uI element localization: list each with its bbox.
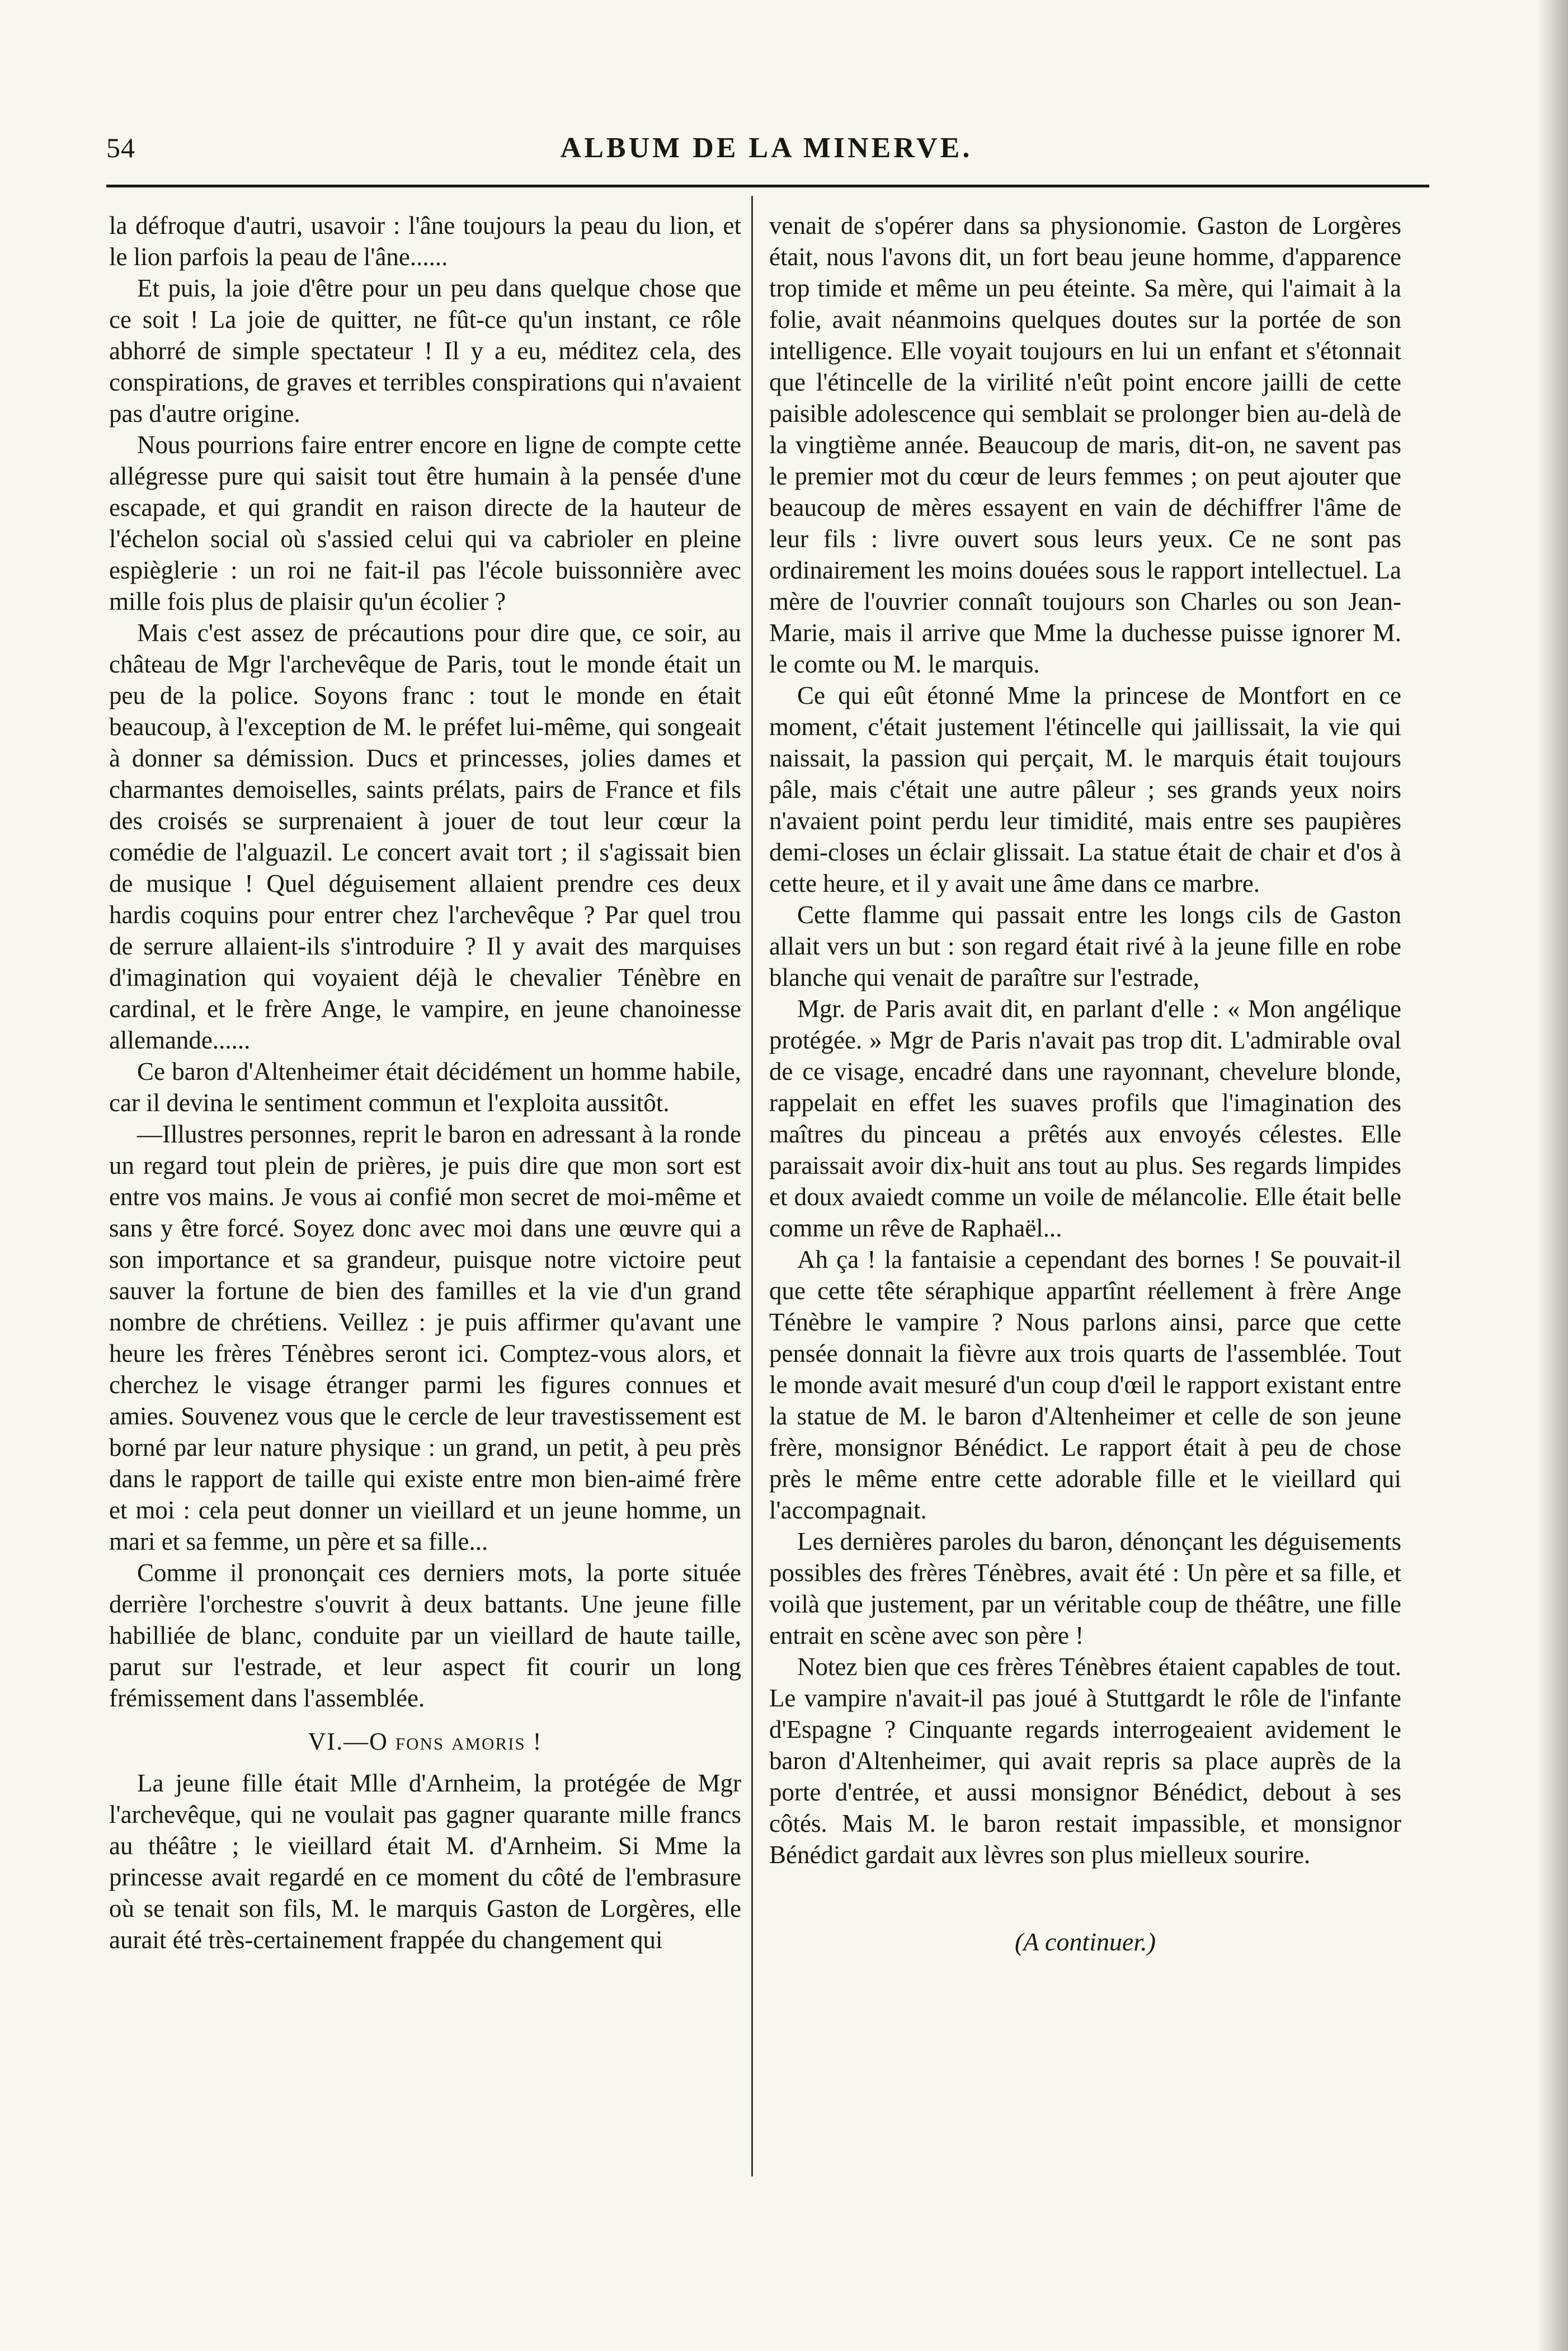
continuation-note: (A continuer.) [1014,1927,1156,1956]
paragraph: Notez bien que ces frères Ténèbres étaient capables de tout. Le vampire n'avait-il pas joué à Stuttgardt le rôle de l'infante d'Espagne ? Cinquante regards interrogeaient avidement le baron d'Altenheimer, qui avait repris sa place auprès de la porte d'entrée, et aussi monsignor Bénédict, debout à ses côtés. Mais M. le baron restait impassible, et monsignor Bénédict gardait aux lèvres son plus mielleux sourire. [769,1653,1401,1869]
paragraph: Nous pourrions faire entrer encore en ligne de compte cette allégresse pure qui saisit tout être humain à la pensée d'une escapade, et qui grandit en raison directe de la hauteur de l'échelon social où s'assied celui qui va cabrioler en pleine espièglerie : un roi ne fait-il pas l'école buissonnière avec mille fois plus de plaisir qu'un écolier ? [109,431,741,615]
left-column [109,210,741,1955]
paragraph: La jeune fille était Mlle d'Arnheim, la protégée de Mgr l'archevêque, qui ne voulait pas gagner quarante mille francs au théâtre ; le vieillard était M. d'Arnheim. Si Mme la princesse avait regardé en ce moment du côté de l'embrasure où se tenait son fils, M. le marquis Gaston de Lorgères, elle aurait été très-certainement frappée du changement qui [109,1769,741,1954]
paragraph: Ah ça ! la fantaisie a cependant des bornes ! Se pouvait-il que cette tête séraphique appartînt réellement à frère Ange Ténèbre le vampire ? Nous parlons ainsi, parce que cette pensée donnait la fièvre aux trois quarts de l'assemblée. Tout le monde avait mesuré d'un coup d'œil le rapport existant entre la statue de M. le baron d'Altenheimer et celle de son jeune frère, monsignor Bénédict. Le rapport était à peu de chose près le même entre cette adorable fille et le vieillard qui l'accompagnait. [769,1245,1401,1524]
header-rule [106,185,1429,187]
paragraph: Ce baron d'Altenheimer était décidément un homme habile, car il devina le sentiment commun et l'exploita aussitôt. [109,1057,741,1117]
page-header [106,131,1426,176]
page-number: 54 [106,132,135,163]
right-column [769,210,1401,1958]
running-title: ALBUM DE LA MINERVE. [560,132,973,164]
section-heading [109,1726,741,1757]
paragraph: Mgr. de Paris avait dit, en parlant d'elle : « Mon angélique protégée. » Mgr de Paris n'avait pas trop dit. L'admirable oval de ce visage, encadré dans une rayonnant, chevelure blonde, rappelait en effet les suaves profils que l'imagination des maîtres du pinceau a prêtés aux envoyés célestes. Elle paraissait avoir dix-huit ans tout au plus. Ses regards limpides et doux avaiedt comme un voile de mélancolie. Elle était belle comme un rêve de Raphaël... [769,995,1401,1242]
paragraph: Cette flamme qui passait entre les longs cils de Gaston allait vers un but : son regard était rivé à la jeune fille en robe blanche qui venait de paraître sur l'estrade, [769,901,1401,991]
column-divider [751,196,753,2176]
paragraph: Les dernières paroles du baron, dénonçant les déguisements possibles des frères Ténèbres, avait été : Un père et sa fille, et voilà que justement, par un véritable coup de théâtre, une fille entrait en scène avec son père ! [769,1527,1401,1649]
paragraph: Ce qui eût étonné Mme la princese de Montfort en ce moment, c'était justement l'étincelle qui jaillissait, la vie qui naissait, la passion qui perçait, M. le marquis était toujours pâle, mais c'était une autre pâleur ; ses grands yeux noirs n'avaient point perdu leur timidité, mais entre ses paupières demi-closes un éclair glissait. La statue était de chair et d'os à cette heure, et il y avait une âme dans ce marbre. [769,681,1401,897]
paragraph: Et puis, la joie d'être pour un peu dans quelque chose que ce soit ! La joie de quitter, ne fût-ce qu'un instant, ce rôle abhorré de simple spectateur ! Il y a eu, méditez cela, des conspirations, de graves et terribles conspirations qui n'avaient pas d'autre origine. [109,274,741,427]
paragraph: Mais c'est assez de précautions pour dire que, ce soir, au château de Mgr l'archevêque de Paris, tout le monde était un peu de la police. Soyons franc : tout le monde en était beaucoup, à l'exception de M. le préfet lui-même, qui songeait à donner sa démission. Ducs et princesses, jolies dames et charmantes demoiselles, saints prélats, pairs de France et fils des croisés se surprenaient à jouer de tout leur cœur la comédie de l'alguazil. Le concert avait tort ; il s'agissait bien de musique ! Quel déguisement allaient prendre ces deux hardis coquins pour entrer chez l'archevêque ? Par quel trou de serrure allaient-ils s'introduire ? Il y avait des marquises d'imagination qui voyaient déjà le chevalier Ténèbre en cardinal, et le frère Ange, le vampire, en jeune chanoinesse allemande...... [109,619,741,1054]
section-heading-number: VI.— [308,1728,370,1755]
page-edge-shadow [1537,0,1568,2351]
paragraph: Comme il prononçait ces derniers mots, la porte située derrière l'orchestre s'ouvrit à deux battants. Une jeune fille habilliée de blanc, conduite par un vieillard de haute taille, parut sur l'estrade, et leur aspect fit courir un long frémissement dans l'assemblée. [109,1559,741,1712]
paragraph: la défroque d'autri, usavoir : l'âne toujours la peau du lion, et le lion parfois la peau de l'âne...... [109,211,741,271]
section-heading-title: O fons amoris ! [369,1728,543,1755]
paragraph: venait de s'opérer dans sa physionomie. Gaston de Lorgères était, nous l'avons dit, un fort beau jeune homme, d'apparence trop timide et même un peu éteinte. Sa mère, qui l'aimait à la folie, avait néanmoins quelques doutes sur la portée de son intelligence. Elle voyait toujours en lui un enfant et s'étonnait que l'étincelle de la virilité n'eût point encore jailli de cette paisible adolescence qui semblait se prolonger bien au-delà de la vingtième année. Beaucoup de maris, dit-on, ne savent pas le premier mot du cœur de leurs femmes ; on peut ajouter que beaucoup de mères essayent en vain de déchiffrer l'âme de leur fils : livre ouvert sous leurs yeux. Ce ne sont pas ordinairement les moins douées sous le rapport intellectuel. La mère de l'ouvrier connaît toujours son Charles ou son Jean-Marie, mais il arrive que Mme la duchesse puisse ignorer M. le comte ou M. le marquis. [769,211,1401,678]
paragraph: —Illustres personnes, reprit le baron en adressant à la ronde un regard tout plein de prières, je puis dire que mon sort est entre vos mains. Je vous ai confié mon secret de moi-même et sans y être forcé. Soyez donc avec moi dans une œuvre qui a son importance et sa grandeur, puisque notre victoire peut sauver la fortune de bien des familles et la vie d'un grand nombre de chrétiens. Veillez : je puis affirmer qu'avant une heure les frères Ténèbres seront ici. Comptez-vous alors, et cherchez le visage étranger parmi les figures connues et amies. Souvenez vous que le cercle de leur travestissement est borné par leur nature physique : un grand, un petit, à peu près dans le rapport de taille qui existe entre mon bien-aimé frère et moi : cela peut donner un vieillard et un jeune homme, un mari et sa femme, un père et sa fille... [109,1120,741,1555]
